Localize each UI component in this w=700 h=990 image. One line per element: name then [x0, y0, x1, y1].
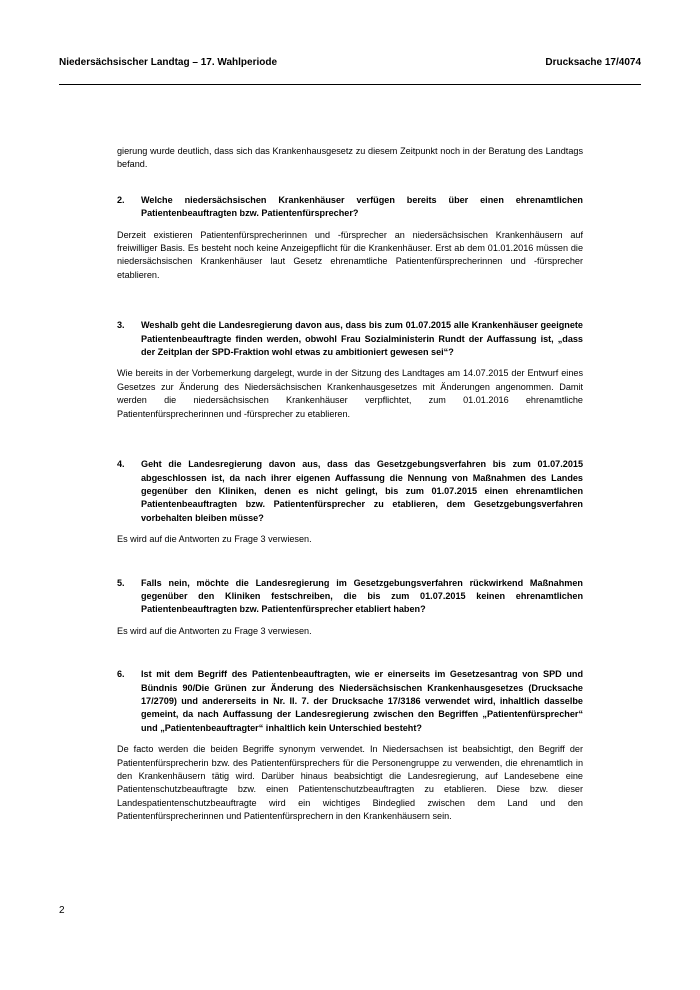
- header-divider: [59, 84, 641, 85]
- question-number: 4.: [117, 459, 125, 470]
- question-number: 3.: [117, 320, 125, 331]
- question-number: 6.: [117, 669, 125, 680]
- question-number: 2.: [117, 194, 125, 205]
- question-2: [117, 194, 583, 221]
- page-header: [59, 57, 641, 68]
- header-title: Niedersächsischer Landtag – 17. Wahlperiode: [59, 57, 278, 68]
- question-number: 5.: [117, 577, 125, 588]
- question-6: [117, 668, 583, 735]
- header-document-number: Drucksache 17/4074: [545, 57, 641, 68]
- question-text: Geht die Landesregierung davon aus, dass das Gesetzgebungsverfahren bis zum 01.07.2015 abgeschlossen ist, da nach ihrer eigenen Auffassung die Nennung von Maßnahmen des Landes gegenüber den Kliniken, denen es nicht gelingt, bis zum 01.07.2015 einen ehrenamtlichen Patientenbeauftragten bzw. Patientenfürsprecher zu etablieren, dem Gesetzgebungsverfahren vorbehalten bleiben müsse?: [141, 459, 583, 523]
- document-body: [117, 145, 583, 824]
- answer-4: Es wird auf die Antworten zu Frage 3 verwiesen.: [117, 534, 312, 545]
- answer-5: Es wird auf die Antworten zu Frage 3 verwiesen.: [117, 625, 312, 636]
- answer-3: Wie bereits in der Vorbemerkung dargelegt, wurde in der Sitzung des Landtages am 14.07.2015 der Entwurf eines Gesetzes zur Änderung des Niedersächsischen Krankenhausgesetzes mit Änderungen angenommen. Damit werden die niedersächsischen Krankenhäuser verpflichtet, zum 01.01.2016 ehrenamtliche Patientenfürsprecherinnen und -fürsprecher zu etablieren.: [117, 368, 583, 419]
- page-number: 2: [59, 905, 65, 916]
- question-text: Ist mit dem Begriff des Patientenbeauftragten, wie er einerseits im Gesetzesantrag von SPD und Bündnis 90/Die Grünen zur Änderung des Niedersächsischen Krankenhausgesetzes (Drucksache 17/2709) und andererseits in Nr. II. 7. der Drucksache 17/3186 verwendet wird, inhaltlich dasselbe gemeint, da nach Auffassung der Landesregierung zwischen den Begriffen „Patientenfürsprecher“ und „Patientenbeauftragter“ inhaltlich kein Unterschied besteht?: [141, 669, 583, 733]
- question-5: [117, 577, 583, 617]
- answer-6: De facto werden die beiden Begriffe synonym verwendet. In Niedersachsen ist beabsichtigt, den Begriff der Patientenfürsprecherin bzw. des Patientenfürsprechers für die Personengruppe zu verwenden, die ehrenamtlich in den Krankenhäusern tätig wird. Darüber hinaus beabsichtigt die Landesregierung, auf Landesebene eine Patientenschutzbeauftragte bzw. einen Patientenschutzbeauftragten zu etablieren. Diese bzw. dieser Landespatientenschutzbeauftragte wird ein wichtiges Bindeglied zwischen dem Land und den Patientenfürsprecherinnen und Patientenfürsprechern in den Krankenhäusern sein.: [117, 744, 583, 822]
- question-3: [117, 319, 583, 359]
- question-text: Falls nein, möchte die Landesregierung im Gesetzgebungsverfahren rückwirkend Maßnahmen gegenüber den Kliniken festschreiben, die bis zum 01.07.2015 keinen ehrenamtlichen Patientenbeauftragten bzw. Patientenfürsprecher etabliert haben?: [141, 577, 583, 615]
- answer-2: Derzeit existieren Patientenfürsprecherinnen und -fürsprecher an niedersächsischen Krankenhäusern auf freiwilliger Basis. Es besteht noch keine Anzeigepflicht für die Krankenhäuser. Erst ab dem 01.01.2016 müssen die niedersächsischen Krankenhäuser laut Gesetz ehrenamtliche Patientenfürsprecherinnen und -fürsprecher etablieren.: [117, 229, 583, 280]
- question-text: Weshalb geht die Landesregierung davon aus, dass bis zum 01.07.2015 alle Krankenhäuser geeignete Patientenbeauftragte finden werden, obwohl Frau Sozialministerin Rundt der Auffassung ist, „dass der Zeitplan der SPD-Fraktion wohl etwas zu ambitioniert gewesen sei“?: [141, 320, 583, 358]
- intro-paragraph: gierung wurde deutlich, dass sich das Krankenhausgesetz zu diesem Zeitpunkt noch in der Beratung des Landtags befand.: [117, 146, 583, 170]
- question-text: Welche niedersächsischen Krankenhäuser verfügen bereits über einen ehrenamtlichen Patientenbeauftragten bzw. Patientenfürsprecher?: [141, 194, 583, 219]
- question-4: [117, 458, 583, 525]
